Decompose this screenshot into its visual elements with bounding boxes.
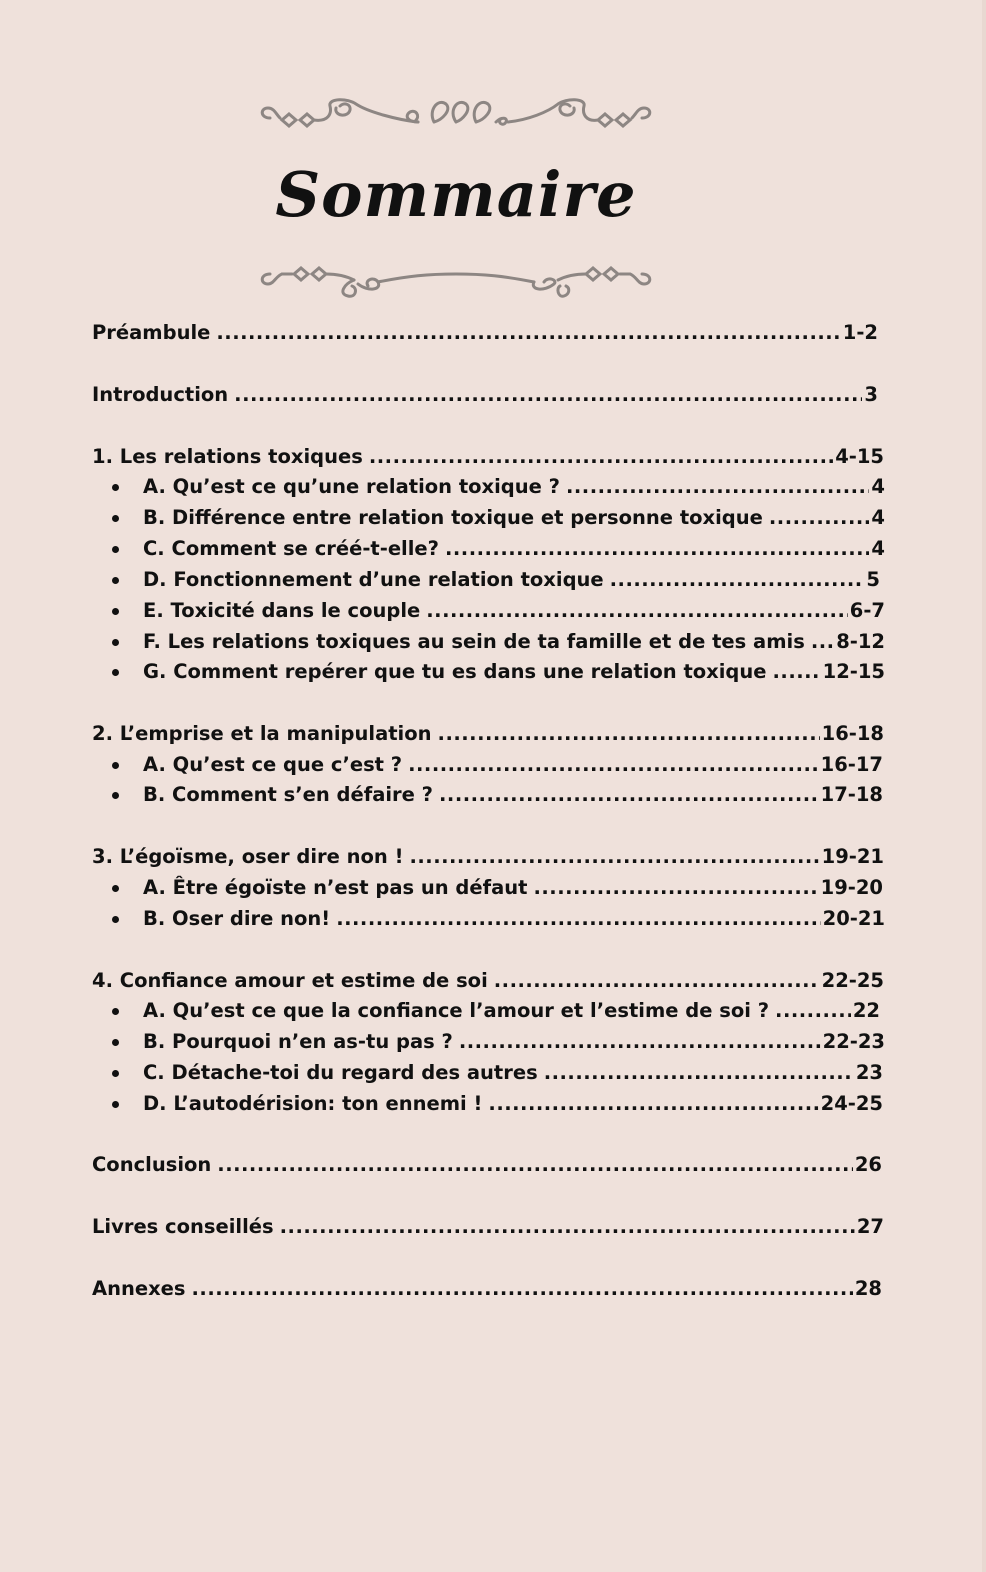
toc-entry-1e[interactable]: [143, 598, 885, 624]
dot-leader: [811, 629, 834, 655]
dot-leader: [494, 968, 820, 994]
toc-page-number: 4: [871, 537, 885, 560]
bullet-icon: [112, 546, 119, 553]
toc-label: B. Oser dire non!: [143, 907, 331, 930]
dot-leader: [369, 444, 833, 470]
toc-entry-conclusion[interactable]: [92, 1152, 882, 1178]
toc-label: A. Être égoïste n’est pas un défaut: [143, 876, 528, 899]
dot-leader: [488, 1091, 818, 1117]
toc-label: D. L’autodérision: ton ennemi !: [143, 1092, 483, 1115]
dot-leader: [426, 598, 848, 624]
toc-page-number: 26: [854, 1153, 882, 1176]
toc-entry-1a[interactable]: [143, 474, 885, 500]
dot-leader: [445, 536, 869, 562]
dot-leader: [459, 1029, 821, 1055]
bullet-icon: [112, 484, 119, 491]
dot-leader: [544, 1060, 854, 1086]
toc-page-number: 22-23: [822, 1030, 885, 1053]
dot-leader: [566, 474, 869, 500]
toc-label: D. Fonctionnement d’une relation toxique: [143, 568, 604, 591]
dot-leader: [336, 906, 820, 932]
toc-page-number: 19-20: [820, 876, 883, 899]
bullet-icon: [112, 577, 119, 584]
bullet-icon: [112, 639, 119, 646]
toc-label: 1. Les relations toxiques: [92, 445, 363, 468]
toc-page-number: 1-2: [842, 321, 878, 344]
bullet-icon: [112, 762, 119, 769]
toc-page-number: 27: [856, 1215, 884, 1238]
toc-page-number: 22: [852, 999, 880, 1022]
toc-page-number: 22-25: [821, 969, 884, 992]
toc-entry-introduction[interactable]: [92, 382, 878, 408]
bullet-icon: [112, 515, 119, 522]
toc-page-number: 19-21: [821, 845, 884, 868]
dot-leader: [234, 382, 862, 408]
dot-leader: [409, 844, 819, 870]
dot-leader: [439, 782, 819, 808]
toc-entry-3a[interactable]: [143, 875, 883, 901]
toc-page-number: 8-12: [836, 630, 885, 653]
toc-label: B. Pourquoi n’en as-tu pas ?: [143, 1030, 453, 1053]
toc-entry-chapter-3[interactable]: [92, 844, 884, 870]
toc-entry-annexes[interactable]: [92, 1276, 882, 1302]
dot-leader: [773, 659, 821, 685]
toc-entry-livres-conseilles[interactable]: [92, 1214, 884, 1240]
toc-page-number: 24-25: [820, 1092, 883, 1115]
toc-entry-2b[interactable]: [143, 782, 883, 808]
bullet-icon: [112, 608, 119, 615]
toc-entry-chapter-4[interactable]: [92, 968, 884, 994]
toc-page-number: 6-7: [849, 599, 885, 622]
toc-entry-1b[interactable]: [143, 505, 885, 531]
toc-page-number: 4-15: [835, 445, 884, 468]
toc-page-number: 12-15: [822, 660, 885, 683]
toc-page-number: 28: [854, 1277, 882, 1300]
dot-leader: [280, 1214, 855, 1240]
toc-label: A. Qu’est ce qu’une relation toxique ?: [143, 475, 560, 498]
ornament-top-flourish-icon: [258, 96, 654, 136]
toc-entry-1g[interactable]: [143, 659, 885, 685]
dot-leader: [769, 505, 870, 531]
toc-entry-chapter-1[interactable]: [92, 444, 884, 470]
dot-leader: [216, 320, 840, 346]
bullet-icon: [112, 1008, 119, 1015]
toc-label: A. Qu’est ce que c’est ?: [143, 753, 403, 776]
toc-entry-4a[interactable]: [143, 998, 880, 1024]
toc-entry-4d[interactable]: [143, 1091, 883, 1117]
toc-label: C. Détache-toi du regard des autres: [143, 1061, 538, 1084]
bullet-icon: [112, 669, 119, 676]
toc-label: F. Les relations toxiques au sein de ta famille et de tes amis: [143, 630, 805, 653]
toc-label: B. Différence entre relation toxique et personne toxique: [143, 506, 763, 529]
toc-entry-4c[interactable]: [143, 1060, 883, 1086]
toc-label: Annexes: [92, 1277, 186, 1300]
toc-entry-1f[interactable]: [143, 629, 885, 655]
toc-page-number: 3: [864, 383, 878, 406]
ornament-bottom-flourish-icon: [258, 262, 654, 302]
toc-label: 4. Confiance amour et estime de soi: [92, 969, 488, 992]
toc-label: B. Comment s’en défaire ?: [143, 783, 433, 806]
page-edge: [982, 0, 986, 1572]
toc-label: Livres conseillés: [92, 1215, 274, 1238]
dot-leader: [408, 752, 819, 778]
toc-page-number: 4: [871, 475, 885, 498]
dot-leader: [438, 721, 820, 747]
toc-entry-3b[interactable]: [143, 906, 885, 932]
dot-leader: [533, 875, 818, 901]
toc-label: 3. L’égoïsme, oser dire non !: [92, 845, 404, 868]
toc-page-number: 23: [855, 1061, 883, 1084]
page-title: Sommaire: [275, 158, 637, 231]
toc-entry-4b[interactable]: [143, 1029, 885, 1055]
toc-label: Conclusion: [92, 1153, 212, 1176]
toc-entry-chapter-2[interactable]: [92, 721, 884, 747]
bullet-icon: [112, 792, 119, 799]
toc-label: Préambule: [92, 321, 211, 344]
toc-label: G. Comment repérer que tu es dans une relation toxique: [143, 660, 767, 683]
toc-entry-1d[interactable]: [143, 567, 880, 593]
toc-entry-2a[interactable]: [143, 752, 883, 778]
toc-page-number: 16-18: [821, 722, 884, 745]
toc-entry-1c[interactable]: [143, 536, 885, 562]
toc-page-number: 4: [871, 506, 885, 529]
toc-label: Introduction: [92, 383, 229, 406]
dot-leader: [192, 1276, 853, 1302]
dot-leader: [610, 567, 865, 593]
dot-leader: [775, 998, 851, 1024]
toc-page-number: 17-18: [820, 783, 883, 806]
bullet-icon: [112, 1101, 119, 1108]
toc-label: E. Toxicité dans le couple: [143, 599, 421, 622]
toc-page-number: 16-17: [820, 753, 883, 776]
toc-label: 2. L’emprise et la manipulation: [92, 722, 432, 745]
bullet-icon: [112, 885, 119, 892]
toc-page-number: 20-21: [822, 907, 885, 930]
bullet-icon: [112, 1039, 119, 1046]
bullet-icon: [112, 916, 119, 923]
toc-label: C. Comment se créé-t-elle?: [143, 537, 439, 560]
toc-page-number: 5: [866, 568, 880, 591]
bullet-icon: [112, 1070, 119, 1077]
dot-leader: [217, 1152, 853, 1178]
toc-entry-preambule[interactable]: [92, 320, 878, 346]
toc-label: A. Qu’est ce que la confiance l’amour et l’estime de soi ?: [143, 999, 770, 1022]
